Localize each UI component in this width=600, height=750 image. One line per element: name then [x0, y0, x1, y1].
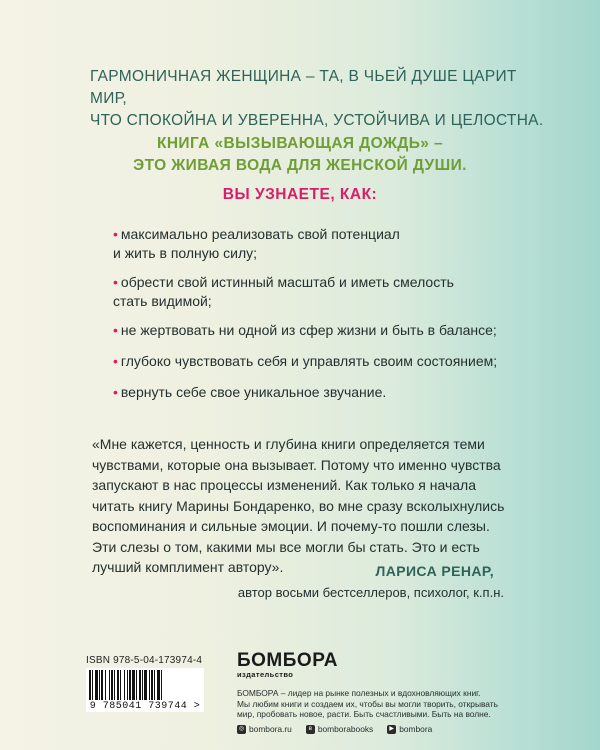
isbn-text: ISBN 978-5-04-173974-4: [86, 655, 203, 666]
publisher-description-line: БОМБОРА – лидер на рынке полезных и вдохновляющих книг.: [237, 688, 481, 698]
testimonial-quote: [92, 434, 552, 578]
social-label: bombora: [399, 724, 433, 734]
vk-icon: в: [306, 725, 315, 734]
publisher-logo: [237, 651, 338, 679]
bullet-icon: •: [113, 226, 118, 242]
bullet-icon: •: [113, 384, 118, 400]
headline-line: КНИГА «ВЫЗЫВАЮЩАЯ ДОЖДЬ» –: [156, 135, 444, 152]
bullet-icon: •: [113, 353, 118, 369]
publisher-description-line: мир, пробовать новое, расти. Быть счастливыми. Быть на волне.: [237, 709, 491, 719]
list-item: [113, 321, 497, 340]
barcode: [86, 668, 204, 710]
bullet-icon: •: [113, 274, 118, 290]
quote-author-role: автор восьми бестселлеров, психолог, к.п.н.: [237, 585, 504, 600]
publisher-description-line: Мы любим книги и создаем их, чтобы вы могли творить, открывать: [237, 698, 498, 709]
quote-line: лучший комплимент автору».: [92, 559, 284, 575]
benefit-text: стать видимой;: [113, 293, 212, 309]
quote-author-name: ЛАРИСА РЕНАР,: [375, 563, 494, 579]
benefit-text: не жертвовать ни одной из сфер жизни и быть в балансе;: [120, 322, 497, 338]
benefit-text: вернуть себе свое уникальное звучание.: [120, 384, 387, 400]
quote-line: запускают в нас процессы изменений. Как только я начала: [92, 477, 476, 493]
quote-line: Эти слезы о том, какими мы все могли бы стать. Это и есть: [92, 538, 480, 555]
intro-text: [90, 66, 550, 132]
intro-line: ГАРМОНИЧНАЯ ЖЕНЩИНА – ТА, В ЧЬЕЙ ДУШЕ ЦАРИТ МИР,: [90, 68, 517, 107]
barcode-digits: 9 785041 739744 >: [86, 701, 204, 712]
bullet-icon: •: [113, 322, 118, 338]
social-label: bomborabooks: [317, 724, 374, 734]
list-item: [113, 383, 386, 402]
social-link: [387, 724, 432, 734]
benefit-text: максимально реализовать свой потенциал: [120, 226, 400, 242]
benefit-text: глубоко чувствовать себя и управлять своим состоянием;: [120, 353, 498, 369]
quote-line: воспоминания и сильные эмоции. И почему-то пошли слезы.: [92, 518, 490, 534]
list-item: [113, 225, 400, 263]
intro-line: ЧТО СПОКОЙНА И УВЕРЕННА, УСТОЙЧИВА И ЦЕЛОСТНА.: [90, 112, 544, 129]
list-item: [113, 273, 454, 311]
publisher-socials: [237, 724, 432, 734]
publisher-subtitle: издательство: [237, 670, 294, 679]
instagram-icon: ◎: [238, 725, 245, 732]
social-link: [306, 724, 373, 734]
headline: [0, 133, 600, 177]
benefit-text: обрести свой истинный масштаб и иметь смелость: [120, 274, 454, 290]
publisher-description: [237, 688, 547, 720]
quote-line: «Мне кажется, ценность и глубина книги определяется теми: [92, 436, 485, 452]
social-label: bombora.ru: [249, 724, 292, 734]
barcode-block: [86, 655, 214, 717]
quote-line: читать книгу Марины Бондаренко, во мне сразу всколыхнулись: [92, 497, 505, 514]
list-item: [113, 352, 497, 371]
learn-title: ВЫ УЗНАЕТЕ, КАК:: [222, 186, 378, 203]
social-link: [237, 724, 292, 734]
youtube-telegram-icon: ▶: [387, 725, 396, 734]
publisher-name: БОМБОРА: [237, 650, 338, 671]
benefit-text: и жить в полную силу;: [113, 245, 258, 261]
headline-line: ЭТО ЖИВАЯ ВОДА ДЛЯ ЖЕНСКОЙ ДУШИ.: [133, 157, 467, 174]
quote-line: чувствами, которые она вызывает. Потому что именно чувства: [92, 456, 501, 473]
